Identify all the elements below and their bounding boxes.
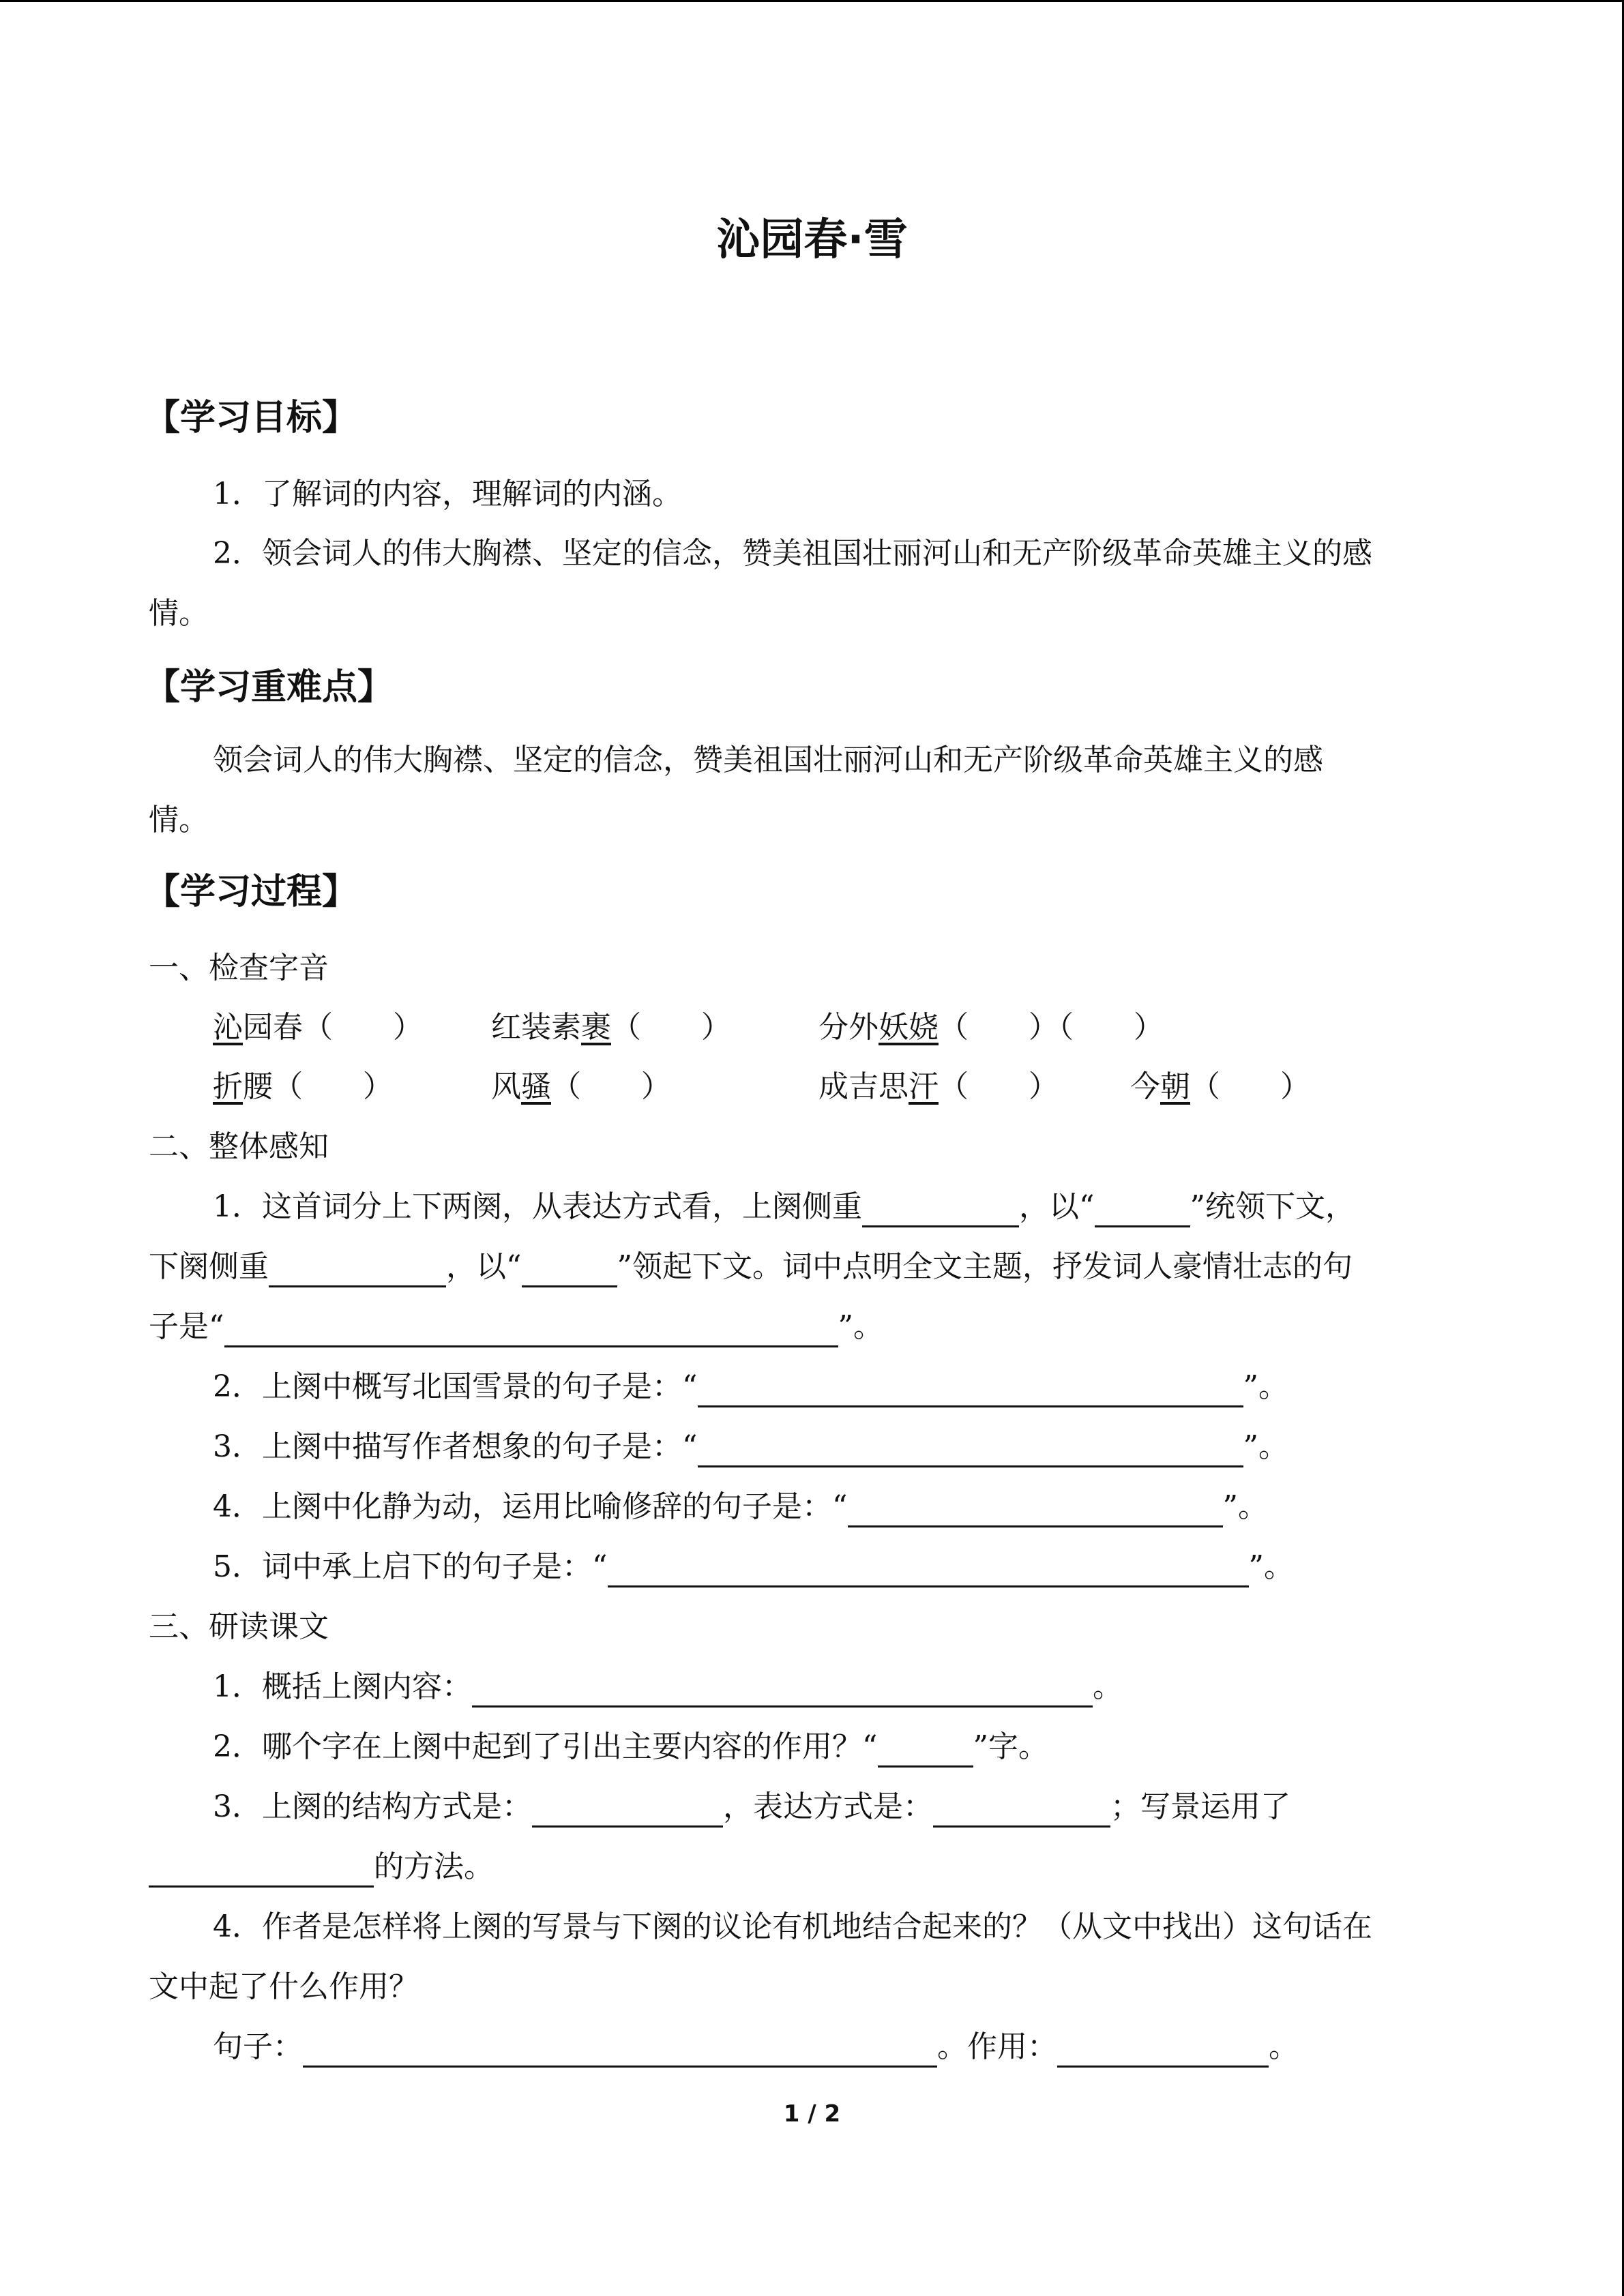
- part3-heading: 三、研读课文: [149, 1609, 329, 1644]
- goals-heading: 【学习目标】: [145, 398, 358, 438]
- process-heading: 【学习过程】: [145, 871, 358, 912]
- answer-blank[interactable]: [303, 2033, 937, 2068]
- pinyin-item: 沁园春（ ）: [213, 1010, 423, 1045]
- answer-blank[interactable]: [698, 1433, 1243, 1467]
- key-points-text: 领会词人的伟大胸襟、坚定的信念，赞美祖国壮丽河山和无产阶级革命英雄主义的感: [213, 743, 1323, 777]
- answer-blank[interactable]: [848, 1493, 1223, 1527]
- answer-blank[interactable]: [1057, 2033, 1269, 2068]
- question-3-1: 1．概括上阕内容： 。: [213, 1667, 1123, 1708]
- question-2-1: 1．这首词分上下两阕，从表达方式看，上阕侧重 ，以“ ”统领下文，: [213, 1187, 1355, 1227]
- question-3-4-answer: 句子： 。作用： 。: [213, 2027, 1299, 2068]
- answer-blank[interactable]: [532, 1793, 723, 1828]
- page-title: 沁园春·雪: [716, 215, 908, 265]
- answer-blank[interactable]: [149, 1853, 374, 1888]
- key-points-heading: 【学习重难点】: [145, 667, 394, 708]
- question-2-2: 2．上阕中概写北国雪景的句子是：“ ”。: [213, 1367, 1288, 1407]
- answer-blank[interactable]: [933, 1793, 1110, 1828]
- pinyin-item: 折腰（ ）: [213, 1069, 393, 1104]
- answer-blank[interactable]: [224, 1313, 838, 1347]
- part2-heading: 二、整体感知: [149, 1129, 329, 1164]
- question-3-2: 2．哪个字在上阕中起到了引出主要内容的作用？“ ”字。: [213, 1727, 1048, 1768]
- question-3-3-cont: 的方法。: [149, 1847, 494, 1888]
- pinyin-item: 成吉思汗（ ）: [818, 1069, 1059, 1104]
- part1-heading: 一、检查字音: [149, 951, 329, 985]
- goal-item-2: 2．领会词人的伟大胸襟、坚定的信念，赞美祖国壮丽河山和无产阶级革命英雄主义的感: [213, 536, 1372, 571]
- answer-blank[interactable]: [269, 1253, 446, 1287]
- question-3-4: 4．作者是怎样将上阕的写景与下阕的议论有机地结合起来的？（从文中找出）这句话在: [213, 1909, 1372, 1944]
- question-3-4-cont: 文中起了什么作用？: [149, 1969, 419, 2004]
- answer-blank[interactable]: [1095, 1193, 1190, 1227]
- question-3-3: 3．上阕的结构方式是： ，表达方式是： ；写景运用了: [213, 1787, 1290, 1828]
- pinyin-item: 分外妖娆（ ）（ ）: [818, 1010, 1164, 1045]
- goal-item-1: 1．了解词的内容，理解词的内涵。: [213, 477, 682, 511]
- pinyin-item: 风骚（ ）: [491, 1069, 671, 1104]
- answer-blank[interactable]: [878, 1733, 973, 1768]
- answer-blank[interactable]: [472, 1673, 1093, 1708]
- question-2-1-cont2: 子是“ ”。: [149, 1307, 883, 1347]
- answer-blank[interactable]: [608, 1553, 1249, 1587]
- answer-blank[interactable]: [862, 1193, 1019, 1227]
- question-2-5: 5．词中承上启下的句子是：“ ”。: [213, 1547, 1294, 1587]
- question-2-4: 4．上阕中化静为动，运用比喻修辞的句子是：“ ”。: [213, 1487, 1268, 1527]
- page-number: 1 / 2: [783, 2100, 841, 2128]
- question-2-1-cont: 下阕侧重 ，以“ ”领起下文。词中点明全文主题，抒发词人豪情壮志的句: [149, 1247, 1353, 1287]
- answer-blank[interactable]: [698, 1373, 1243, 1407]
- pinyin-item: 今朝（ ）: [1130, 1069, 1310, 1104]
- goal-item-2-cont: 情。: [149, 596, 209, 631]
- key-points-text-cont: 情。: [149, 803, 209, 837]
- question-2-3: 3．上阕中描写作者想象的句子是：“ ”。: [213, 1427, 1288, 1467]
- pinyin-item: 红装素裹（ ）: [491, 1010, 731, 1045]
- answer-blank[interactable]: [522, 1253, 617, 1287]
